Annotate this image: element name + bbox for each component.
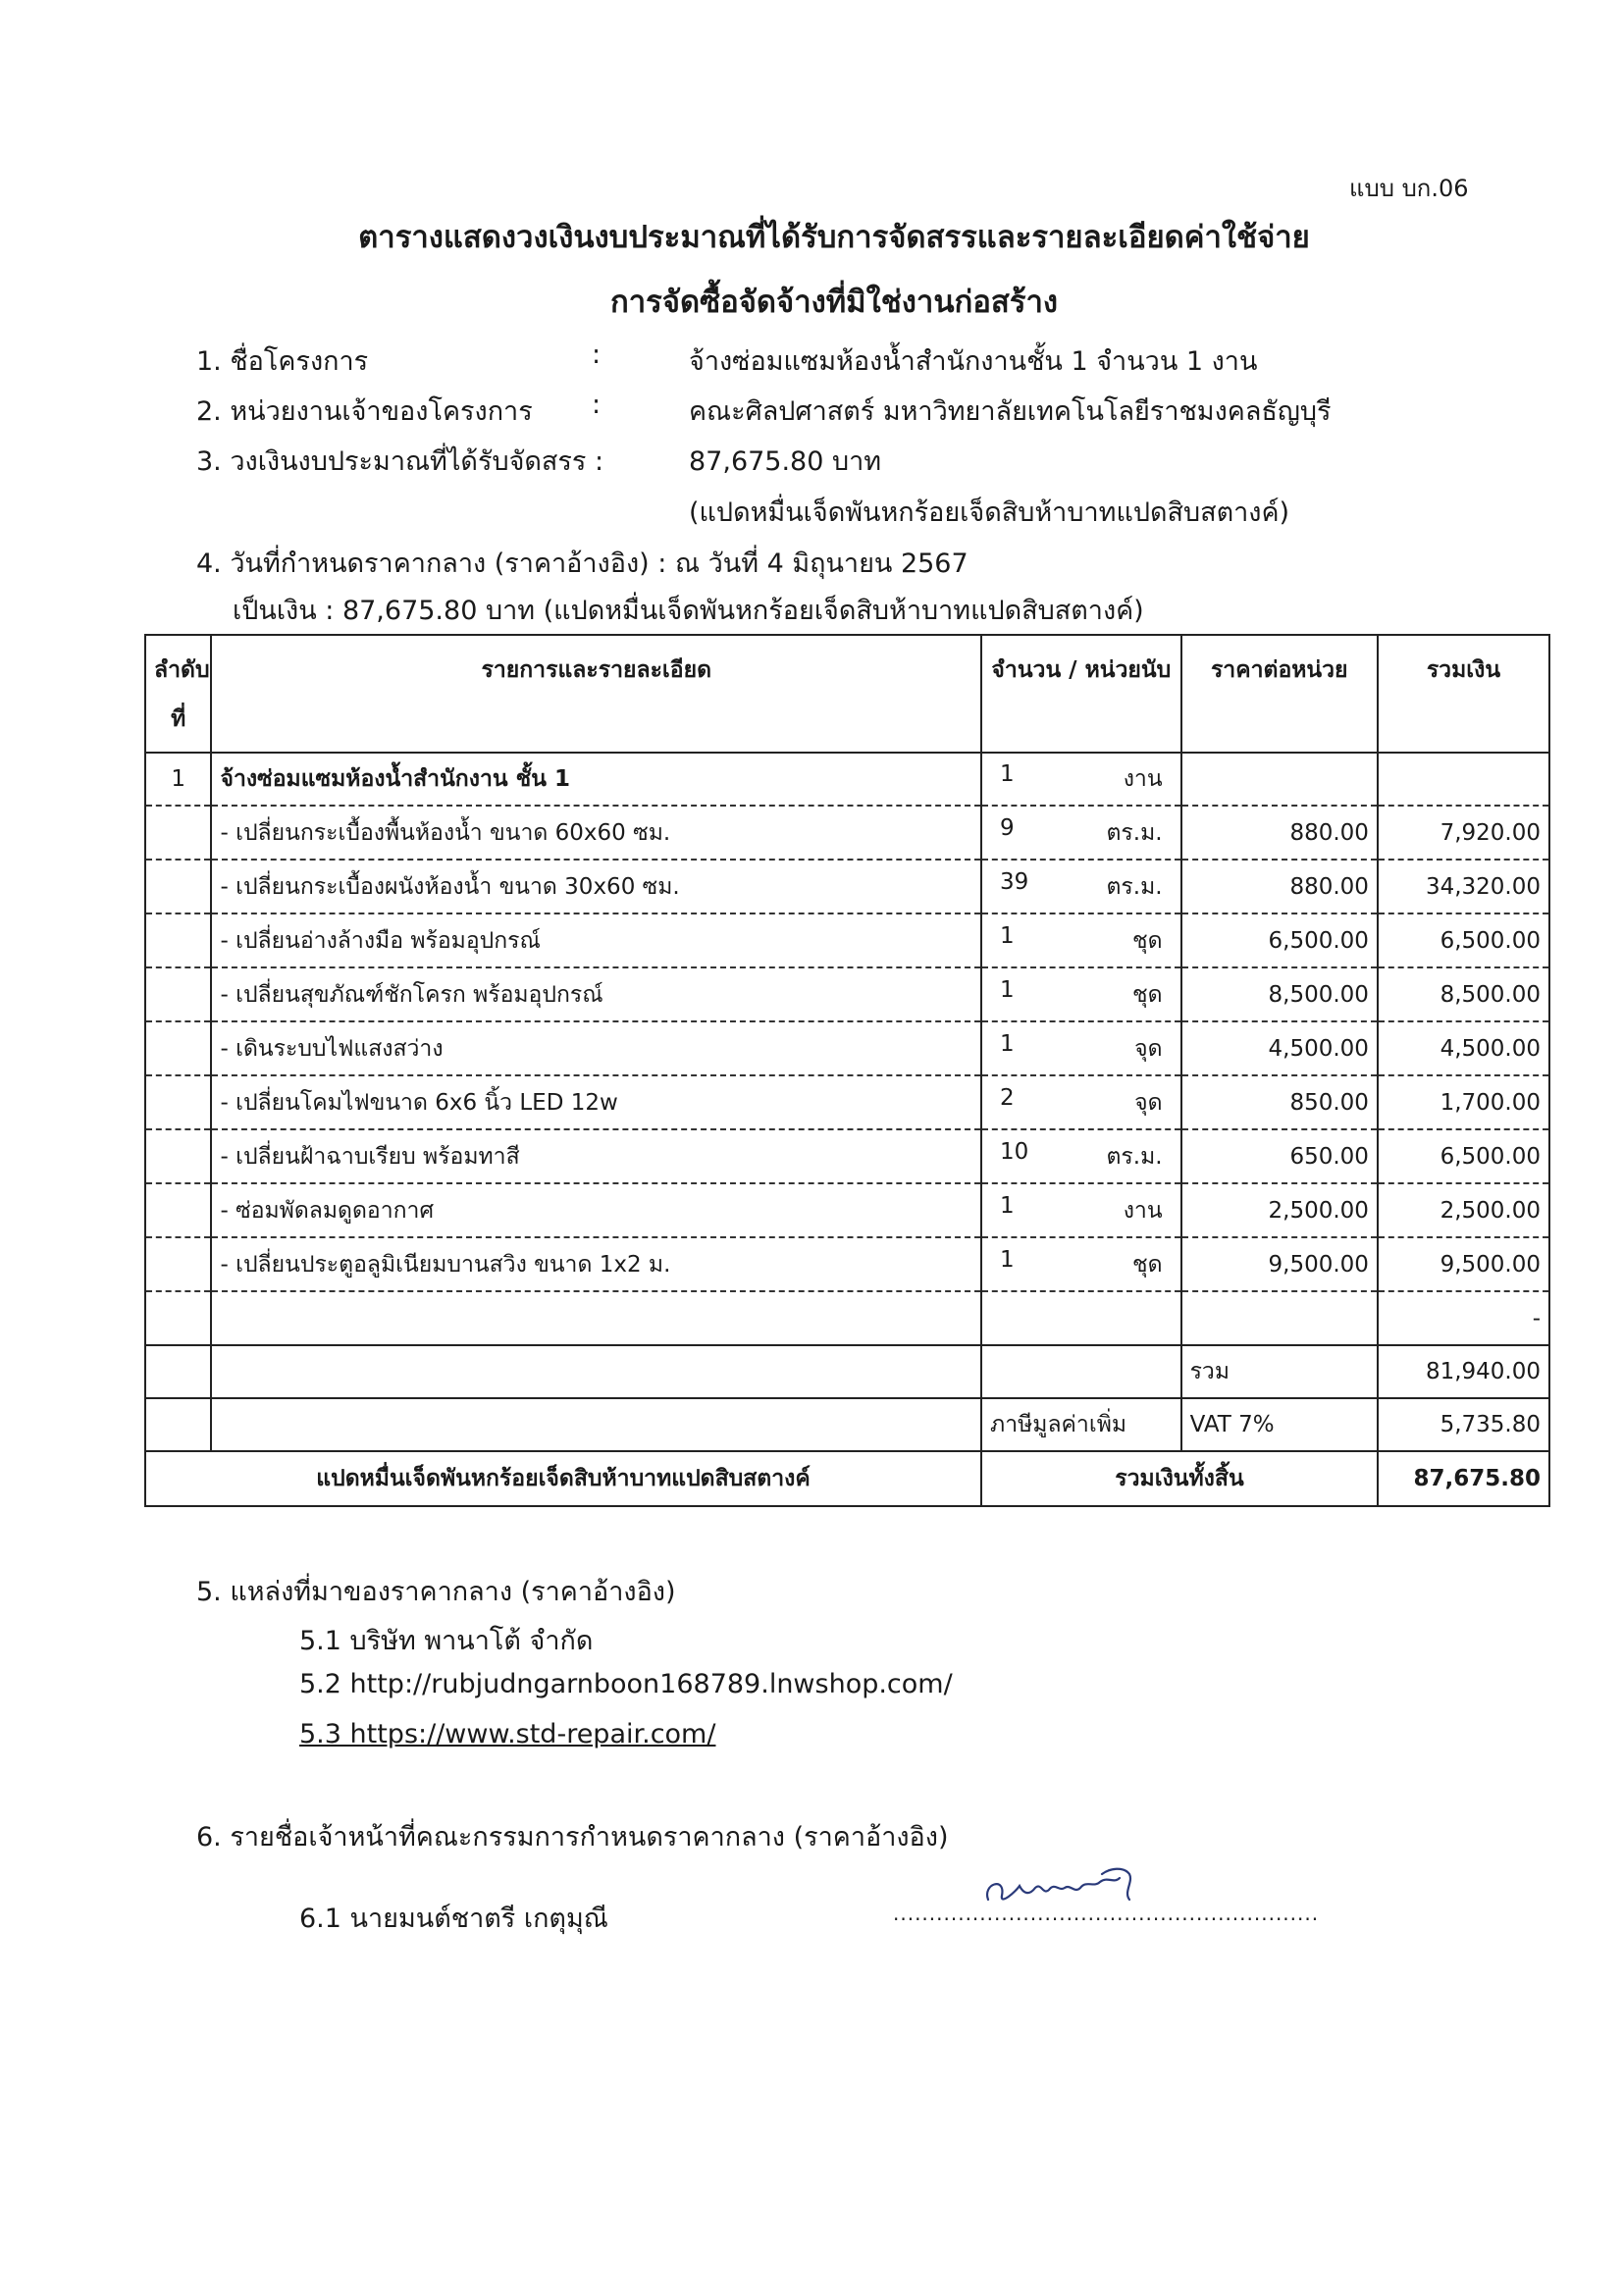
cell-price: 4,500.00 — [1181, 1021, 1378, 1075]
subtotal-row — [145, 1345, 1549, 1398]
cell-total: 1,700.00 — [1378, 1075, 1549, 1129]
section-6-title: 6. รายชื่อเจ้าหน้าที่คณะกรรมการกำหนดราคากลาง (ราคาอ้างอิง) — [196, 1822, 949, 1852]
qty-value: 1 — [1000, 1246, 1015, 1273]
form-code: แบบ บก.06 — [1349, 175, 1469, 202]
info-budget — [196, 440, 1472, 479]
source-item — [299, 1719, 715, 1749]
qty-value: 1 — [1000, 761, 1015, 787]
cell-price: 9,500.00 — [1181, 1237, 1378, 1291]
source-item: 5.1 บริษัท พานาโต้ จำกัด — [299, 1626, 594, 1656]
signature-line: ........................................................... — [893, 1902, 1320, 1925]
qty-unit: ตร.ม. — [1106, 819, 1163, 846]
qty-value: 9 — [1000, 814, 1015, 841]
cell-price: 8,500.00 — [1181, 967, 1378, 1021]
cell-total: 6,500.00 — [1378, 913, 1549, 967]
qty-value: 1 — [1000, 922, 1015, 949]
info-colon: : — [592, 390, 602, 420]
info-label: 1. ชื่อโครงการ — [196, 346, 369, 377]
qty-unit: งาน — [1123, 1197, 1163, 1224]
cell-item: - เปลี่ยนฝ้าฉาบเรียบ พร้อมทาสี — [211, 1129, 981, 1183]
cell-price: 880.00 — [1181, 806, 1378, 860]
info-amount: เป็นเงิน : 87,675.80 บาท (แปดหมื่นเจ็ดพันหกร้อยเจ็ดสิบห้าบาทแปดสิบสตางค์) — [233, 596, 1144, 626]
cost-table — [144, 634, 1550, 1507]
cell-price: 650.00 — [1181, 1129, 1378, 1183]
cell-item: - เปลี่ยนสุขภัณฑ์ชักโครก พร้อมอุปกรณ์ — [211, 967, 981, 1021]
header-no: ลำดับ ที่ — [145, 635, 211, 753]
cell-total: 8,500.00 — [1378, 967, 1549, 1021]
header-qty: จำนวน / หน่วยนับ — [981, 635, 1181, 753]
info-value: คณะศิลปศาสตร์ มหาวิทยาลัยเทคโนโลยีราชมงคลธัญบุรี — [689, 396, 1332, 427]
info-value: 87,675.80 บาท — [689, 446, 882, 477]
cell-price: 6,500.00 — [1181, 913, 1378, 967]
table-row — [145, 1021, 1549, 1075]
cell-item: - เดินระบบไฟแสงสว่าง — [211, 1021, 981, 1075]
cell-item: - เปลี่ยนโคมไฟขนาด 6x6 นิ้ว LED 12w — [211, 1075, 981, 1129]
committee-member: 6.1 นายมนต์ชาตรี เกตุมุณี — [299, 1904, 608, 1934]
cell-qty — [981, 860, 1181, 913]
vat-rate: VAT 7% — [1181, 1398, 1378, 1451]
cell-item: - ซ่อมพัดลมดูดอากาศ — [211, 1183, 981, 1237]
table-header-row — [145, 635, 1549, 753]
cell-item: - เปลี่ยนประตูอลูมิเนียมบานสวิง ขนาด 1x2 ม. — [211, 1237, 981, 1291]
cell-item — [211, 1291, 981, 1345]
table-row — [145, 1075, 1549, 1129]
info-project-owner — [196, 390, 1472, 429]
cell-qty — [981, 1021, 1181, 1075]
cell-qty — [981, 1291, 1181, 1345]
table-row-main — [145, 753, 1549, 806]
cell-qty — [981, 1129, 1181, 1183]
cell-total: 2,500.00 — [1378, 1183, 1549, 1237]
qty-unit: จุด — [1134, 1089, 1163, 1116]
qty-unit: งาน — [1123, 766, 1163, 792]
header-total: รวมเงิน — [1378, 635, 1549, 753]
document-subtitle: การจัดซื้อจัดจ้างที่มิใช่งานก่อสร้าง — [609, 285, 1059, 320]
table-row-empty — [145, 1291, 1549, 1345]
qty-value: 1 — [1000, 1192, 1015, 1219]
qty-value: 39 — [1000, 868, 1029, 895]
cell-total: 34,320.00 — [1378, 860, 1549, 913]
info-value: (แปดหมื่นเจ็ดพันหกร้อยเจ็ดสิบห้าบาทแปดสิบสตางค์) — [689, 497, 1290, 528]
grand-total-value: 87,675.80 — [1378, 1451, 1549, 1506]
cell-price: 2,500.00 — [1181, 1183, 1378, 1237]
qty-unit: ตร.ม. — [1106, 1143, 1163, 1170]
cell-qty — [981, 1075, 1181, 1129]
info-project-name — [196, 339, 1472, 379]
table-row — [145, 913, 1549, 967]
header-unit-price: ราคาต่อหน่วย — [1181, 635, 1378, 753]
qty-value: 10 — [1000, 1138, 1029, 1165]
qty-value: 1 — [1000, 976, 1015, 1003]
qty-unit: ชุด — [1132, 927, 1163, 954]
cell-item: - เปลี่ยนอ่างล้างมือ พร้อมอุปกรณ์ — [211, 913, 981, 967]
table-row — [145, 806, 1549, 860]
section-5-title: 5. แหล่งที่มาของราคากลาง (ราคาอ้างอิง) — [196, 1577, 676, 1607]
qty-unit: จุด — [1134, 1035, 1163, 1062]
cell-qty — [981, 806, 1181, 860]
subtotal-value: 81,940.00 — [1378, 1345, 1549, 1398]
qty-value: 2 — [1000, 1084, 1015, 1111]
cell-qty — [981, 967, 1181, 1021]
cell-no: 1 — [145, 753, 211, 806]
qty-value: 1 — [1000, 1030, 1015, 1057]
cell-qty — [981, 1183, 1181, 1237]
cell-qty — [981, 913, 1181, 967]
grand-total-words: แปดหมื่นเจ็ดพันหกร้อยเจ็ดสิบห้าบาทแปดสิบสตางค์ — [145, 1451, 981, 1506]
cell-price — [1181, 753, 1378, 806]
document-title: ตารางแสดงวงเงินงบประมาณที่ได้รับการจัดสรรและรายละเอียดค่าใช้จ่าย — [358, 220, 1310, 255]
info-budget-words — [196, 491, 1472, 530]
cell-item: - เปลี่ยนกระเบื้องผนังห้องน้ำ ขนาด 30x60 ซม. — [211, 860, 981, 913]
qty-unit: ชุด — [1132, 981, 1163, 1008]
cell-total — [1378, 753, 1549, 806]
qty-unit: ตร.ม. — [1106, 873, 1163, 900]
qty-unit: ชุด — [1132, 1251, 1163, 1278]
cell-price — [1181, 1291, 1378, 1345]
table-row — [145, 967, 1549, 1021]
subtotal-label: รวม — [1181, 1345, 1378, 1398]
cell-item: - เปลี่ยนกระเบื้องพื้นห้องน้ำ ขนาด 60x60 ซม. — [211, 806, 981, 860]
cell-price: 880.00 — [1181, 860, 1378, 913]
cell-qty — [981, 1237, 1181, 1291]
info-reference-date: 4. วันที่กำหนดราคากลาง (ราคาอ้างอิง) : ณ วันที่ 4 มิถุนายน 2567 — [196, 548, 969, 579]
table-row — [145, 1183, 1549, 1237]
table-row — [145, 1129, 1549, 1183]
vat-label: ภาษีมูลค่าเพิ่ม — [981, 1398, 1181, 1451]
grand-total-row — [145, 1451, 1549, 1506]
info-label: 2. หน่วยงานเจ้าของโครงการ — [196, 396, 533, 427]
info-value: จ้างซ่อมแซมห้องน้ำสำนักงานชั้น 1 จำนวน 1 งาน — [689, 346, 1258, 377]
source-item: 5.2 http://rubjudngarnboon168789.lnwshop.com/ — [299, 1669, 953, 1699]
table-row — [145, 860, 1549, 913]
cell-price: 850.00 — [1181, 1075, 1378, 1129]
vat-value: 5,735.80 — [1378, 1398, 1549, 1451]
info-label: 3. วงเงินงบประมาณที่ได้รับจัดสรร : — [196, 446, 604, 477]
cell-total: 9,500.00 — [1378, 1237, 1549, 1291]
vat-row — [145, 1398, 1549, 1451]
info-colon: : — [592, 339, 602, 370]
grand-total-label: รวมเงินทั้งสิ้น — [981, 1451, 1378, 1506]
cell-total: - — [1378, 1291, 1549, 1345]
header-item: รายการและรายละเอียด — [211, 635, 981, 753]
cell-total: 7,920.00 — [1378, 806, 1549, 860]
cell-item: จ้างซ่อมแซมห้องน้ำสำนักงาน ชั้น 1 — [211, 753, 981, 806]
source-link[interactable]: 5.3 https://www.std-repair.com/ — [299, 1719, 716, 1749]
cell-total: 6,500.00 — [1378, 1129, 1549, 1183]
table-row — [145, 1237, 1549, 1291]
cell-total: 4,500.00 — [1378, 1021, 1549, 1075]
cell-qty — [981, 753, 1181, 806]
